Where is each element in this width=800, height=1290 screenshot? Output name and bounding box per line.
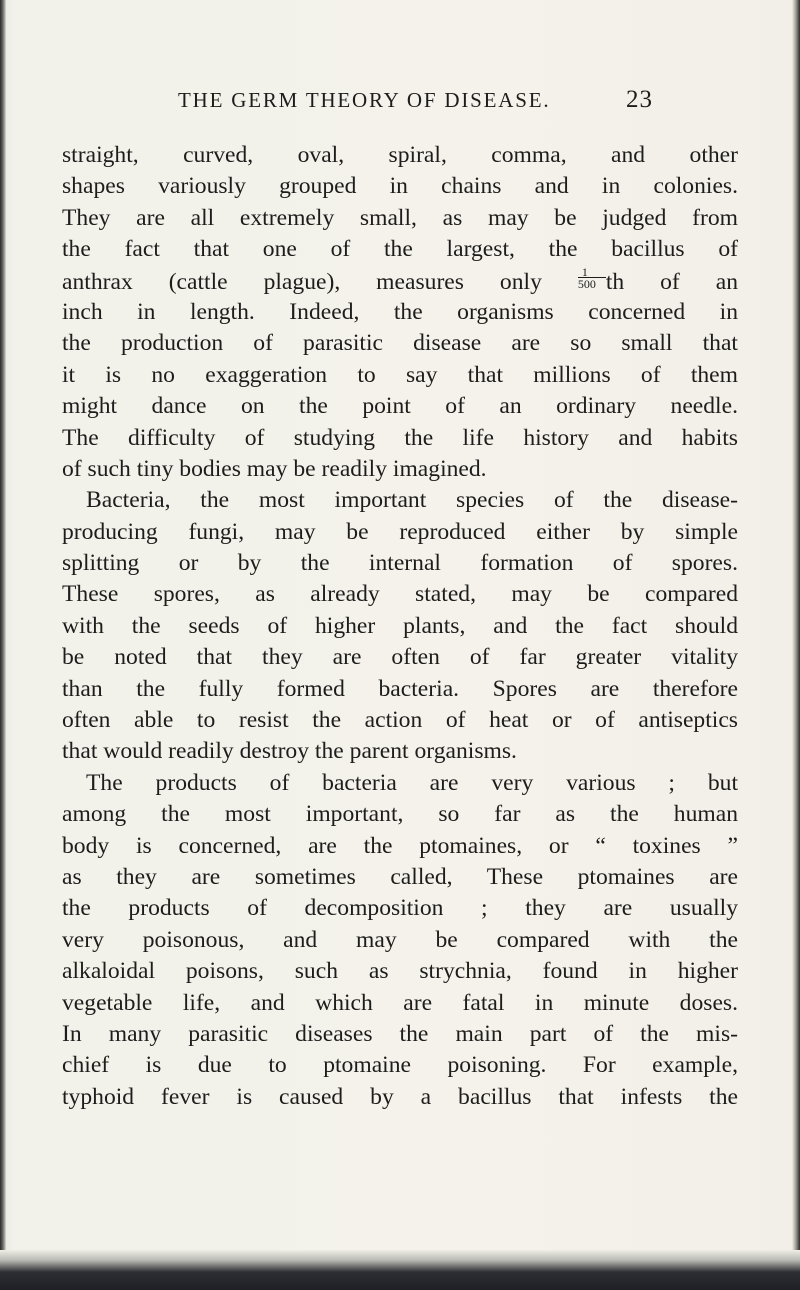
text-line: They are all extremely small, as may be judged from <box>62 204 738 231</box>
text-line: might dance on the point of an ordinary needle. <box>62 393 738 420</box>
page-edge-shadow <box>792 0 800 1290</box>
text-line: often able to resist the action of heat or of antiseptics <box>62 707 738 734</box>
text-line: splitting or by the internal formation of spores. <box>62 550 738 577</box>
page-number: 23 <box>626 86 653 113</box>
fraction <box>578 266 606 290</box>
text-line: the products of decomposition ; they are usually <box>62 895 738 922</box>
text-line: inch in length. Indeed, the organisms concerned in <box>62 298 738 325</box>
paragraph-start-line: Bacteria, the most important species of the disease- <box>86 487 738 514</box>
scan-bottom-edge <box>0 1250 800 1290</box>
text-line: be noted that they are often of far greater vitality <box>62 644 738 671</box>
running-head: THE GERM THEORY OF DISEASE. <box>178 88 551 112</box>
text-line: than the fully formed bacteria. Spores are therefore <box>62 675 738 702</box>
page-header <box>0 88 800 118</box>
text-line: body is concerned, are the ptomaines, or “ toxines ” <box>62 832 738 859</box>
text-line: alkaloidal poisons, such as strychnia, found in higher <box>62 958 738 985</box>
text-line-segment: anthrax (cattle plague), measures only <box>62 268 542 295</box>
text-line-with-fraction <box>62 266 738 297</box>
page-gutter-shadow <box>0 0 6 1290</box>
text-line: producing fungi, may be reproduced either by simple <box>62 518 738 545</box>
text-line: as they are sometimes called, These ptomaines are <box>62 863 738 890</box>
fraction-suffix: th of an <box>605 268 739 295</box>
text-line: among the most important, so far as the human <box>62 801 738 828</box>
text-line: These spores, as already stated, may be compared <box>62 581 738 608</box>
body-text <box>62 140 738 1113</box>
text-line: vegetable life, and which are fatal in minute doses. <box>62 989 738 1016</box>
text-line: shapes variously grouped in chains and in colonies. <box>62 173 738 200</box>
text-line: with the seeds of higher plants, and the fact should <box>62 612 738 639</box>
text-line: straight, curved, oval, spiral, comma, and other <box>62 142 738 168</box>
text-line: the production of parasitic disease are so small that <box>62 330 738 357</box>
fraction-numerator: 1 <box>581 264 588 279</box>
fraction-denominator: 500 <box>577 276 596 291</box>
text-line: the fact that one of the largest, the bacillus of <box>62 236 738 263</box>
text-line: The difficulty of studying the life history and habits <box>62 424 738 451</box>
paragraph-start-line: The products of bacteria are very various ; but <box>86 769 738 796</box>
text-line: of such tiny bodies may be readily imagined. <box>62 455 487 482</box>
text-line: that would readily destroy the parent organisms. <box>62 738 517 765</box>
text-line: it is no exaggeration to say that millions of them <box>62 361 738 388</box>
text-line: typhoid fever is caused by a bacillus that infests the <box>62 1083 738 1110</box>
text-line: chief is due to ptomaine poisoning. For example, <box>62 1052 738 1079</box>
text-line: In many parasitic diseases the main part of the mis- <box>62 1020 738 1047</box>
text-line: very poisonous, and may be compared with the <box>62 926 738 953</box>
